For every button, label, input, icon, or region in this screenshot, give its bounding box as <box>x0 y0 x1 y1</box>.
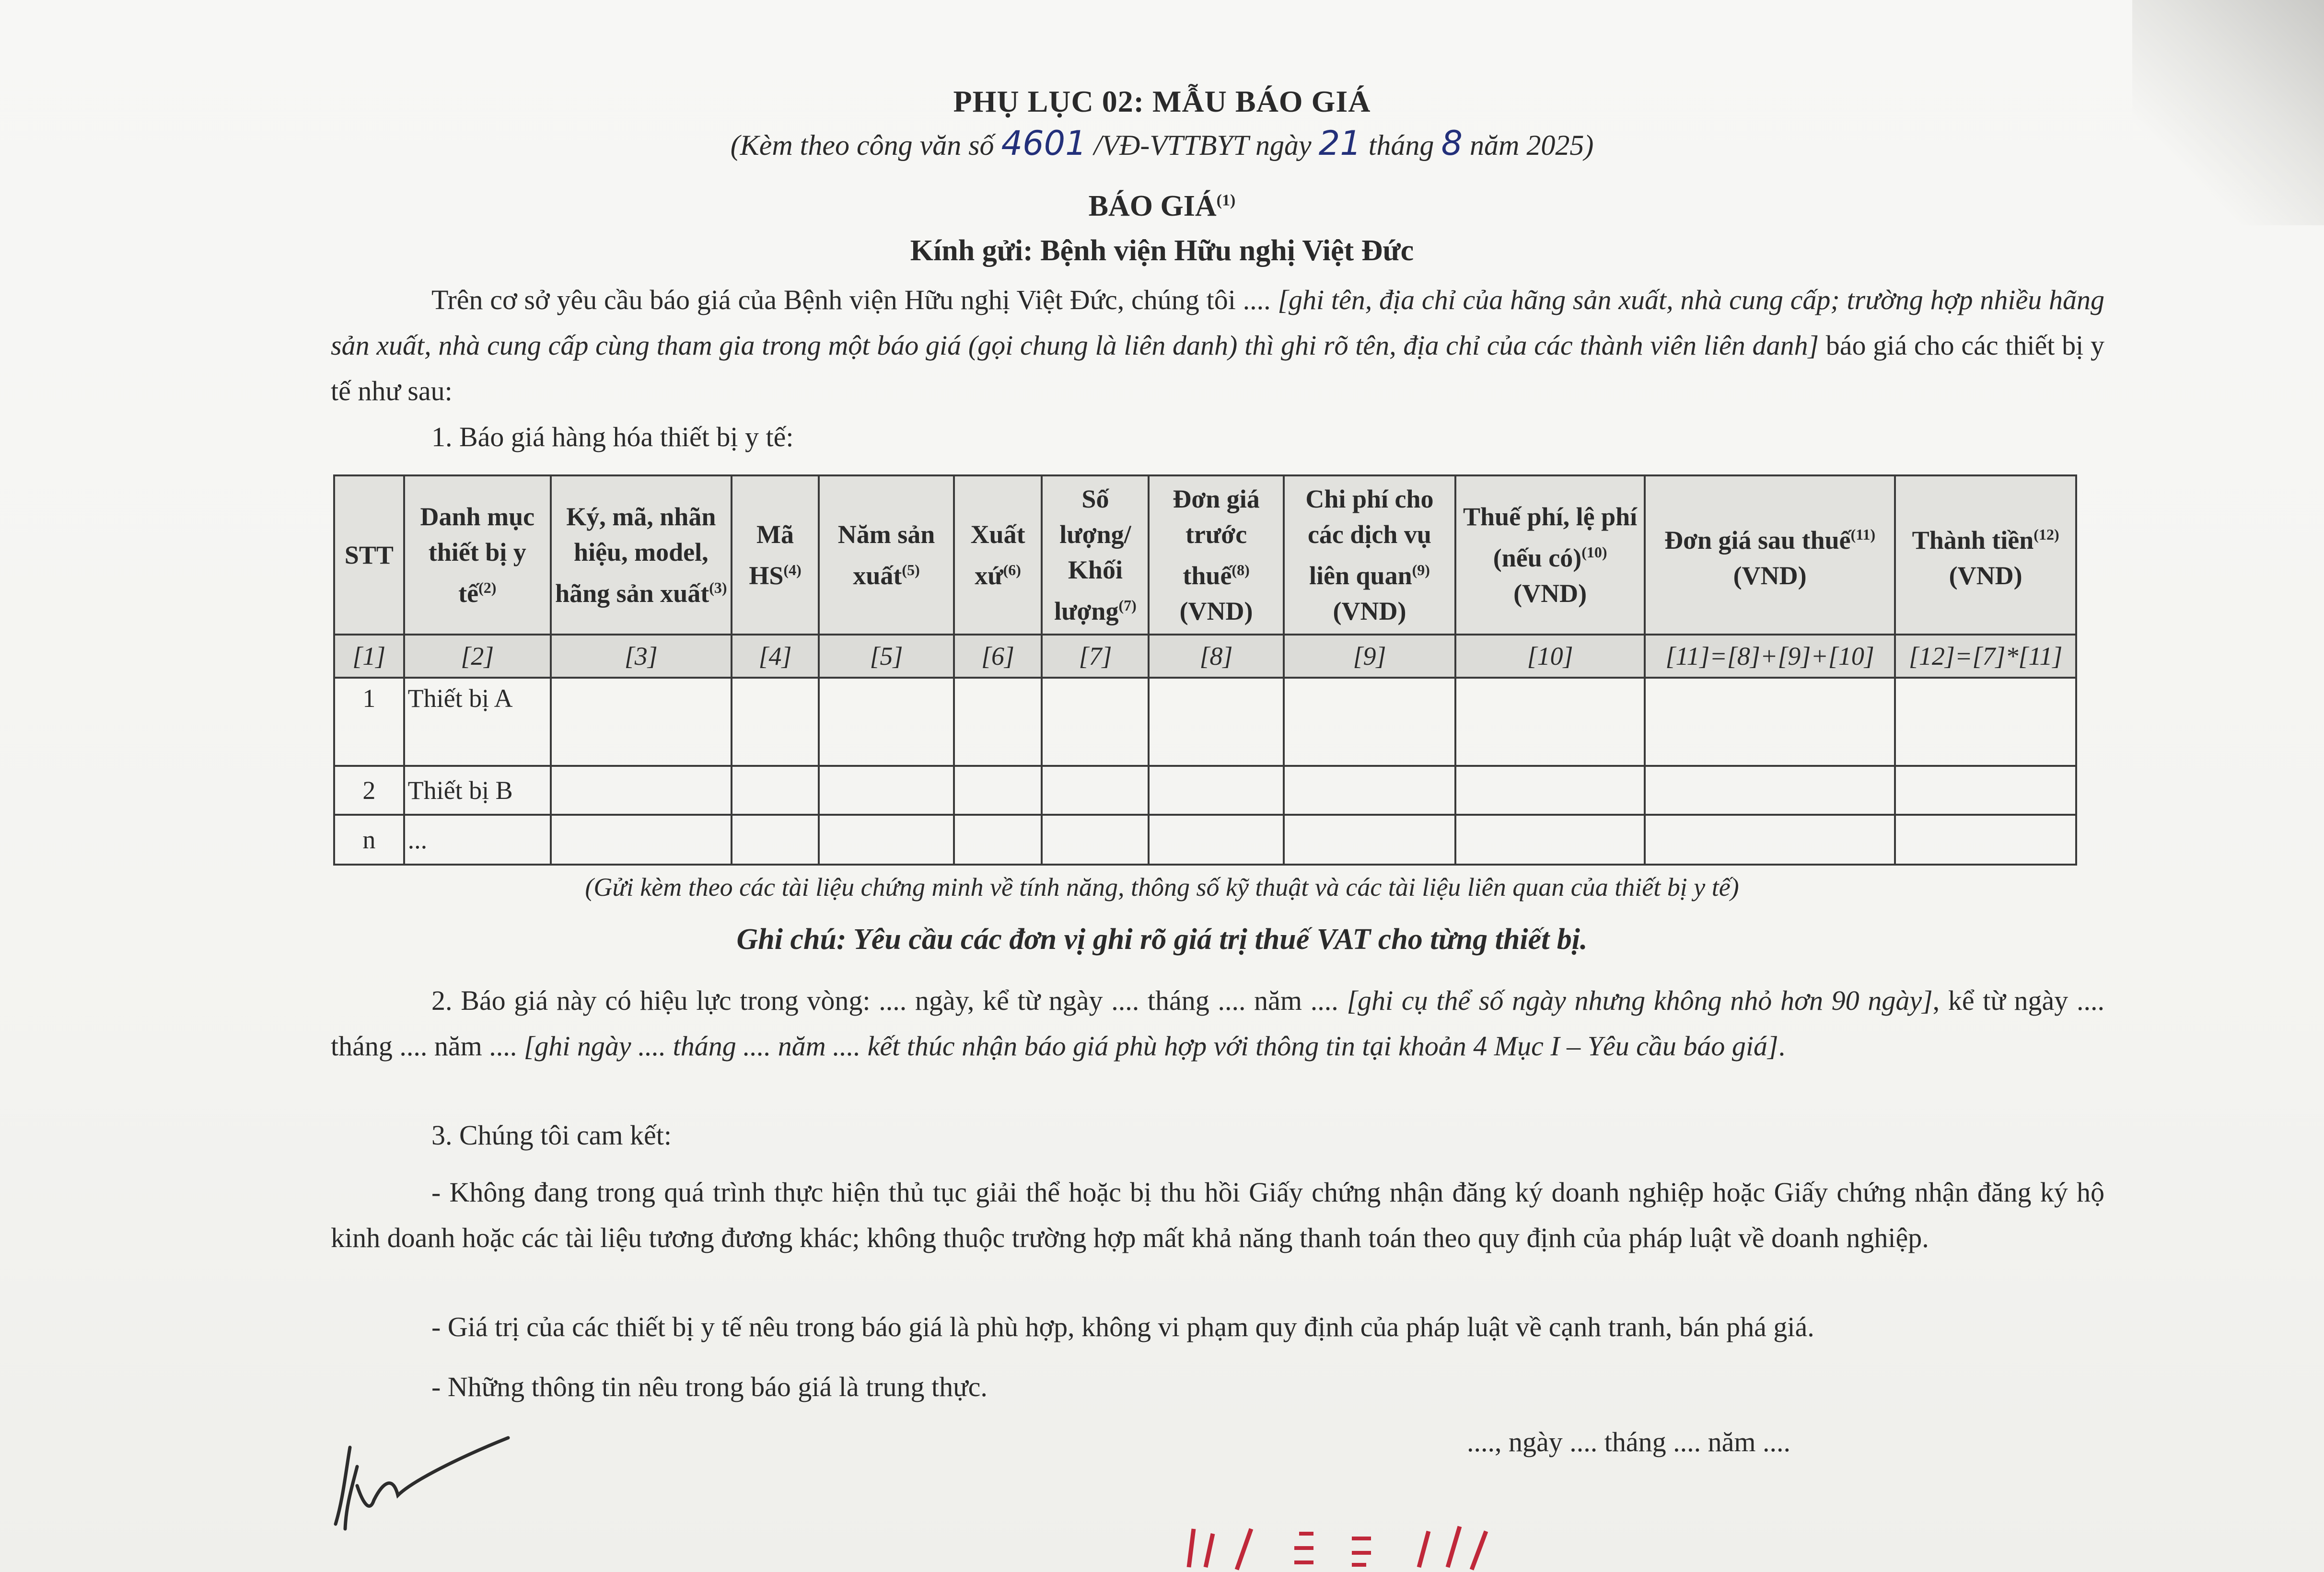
col-header-label: Xuất xứ <box>970 520 1025 590</box>
empty-cell <box>732 678 819 766</box>
quote-title-footnote: (1) <box>1216 191 1236 209</box>
table-row <box>334 766 2076 815</box>
col-header-footnote: (7) <box>1118 597 1137 614</box>
quote-title <box>0 189 2324 223</box>
handwritten-doc-number: 4601 <box>1001 124 1087 163</box>
col-header-year <box>819 475 953 635</box>
col-header-price-before-tax <box>1149 475 1283 635</box>
empty-cell <box>819 766 953 815</box>
intro-instruction: [ghi tên, địa chỉ của hãng sản xuất, nhà cung cấp; trường hợp nhiều hãng sản xuất, nhà cung cấp cùng tham gia trong một báo giá (gọi chung là liên danh) thì ghi rõ tên, địa chỉ của các thành viên liên danh] <box>331 284 2104 361</box>
col-header-fees <box>1455 475 1645 635</box>
commitment-item-3: - Những thông tin nêu trong báo giá là trung thực. <box>431 1371 988 1402</box>
col-header-footnote: (6) <box>1003 561 1021 578</box>
empty-cell <box>1455 815 1645 865</box>
col-header-origin <box>954 475 1042 635</box>
table-index-row <box>334 635 2076 678</box>
col-header-service-cost <box>1284 475 1456 635</box>
empty-cell <box>1042 678 1149 766</box>
col-header-unit: (VND) <box>1333 597 1406 625</box>
col-header-label: Ký, mã, nhãn hiệu, model, hãng sản xuất <box>555 502 716 608</box>
col-header-label: Số lượng/ Khối lượng <box>1054 485 1131 625</box>
col-header-label: Thuế phí, lệ phí (nếu có) <box>1463 502 1638 572</box>
empty-cell <box>1645 766 1895 815</box>
empty-cell <box>1042 766 1149 815</box>
col-header-footnote: (10) <box>1581 543 1607 561</box>
col-header-label: STT <box>344 541 394 569</box>
empty-cell <box>551 815 732 865</box>
col-header-total <box>1895 475 2076 635</box>
col-header-hs-code <box>732 475 819 635</box>
index-cell: [3] <box>551 635 732 678</box>
col-header-footnote: (5) <box>902 561 920 578</box>
index-cell: [11]=[8]+[9]+[10] <box>1645 635 1895 678</box>
empty-cell <box>551 678 732 766</box>
handwritten-month: 8 <box>1441 124 1463 163</box>
commitment-item-2: - Giá trị của các thiết bị y tế nêu trong báo giá là phù hợp, không vi phạm quy định của pháp luật về cạnh tranh, bán phá giá. <box>431 1311 1814 1342</box>
col-header-label: Đơn giá trước thuế <box>1173 485 1260 590</box>
index-cell: [10] <box>1455 635 1645 678</box>
col-header-quantity <box>1042 475 1149 635</box>
section-2-instruction-2: [ghi ngày .... tháng .... năm .... kết thúc nhận báo giá phù hợp với thông tin tại khoản 4 Mục I – Yêu cầu báo giá] <box>523 1030 1778 1062</box>
section-2-paragraph <box>331 978 2104 1069</box>
stt-cell: 2 <box>334 766 404 815</box>
empty-cell <box>1284 678 1456 766</box>
table-row <box>334 678 2076 766</box>
intro-text: Trên cơ sở yêu cầu báo giá của Bệnh viện Hữu nghị Việt Đức, chúng tôi .... <box>431 284 1278 315</box>
empty-cell <box>1455 766 1645 815</box>
subtitle-text-4: năm 2025) <box>1469 129 1594 161</box>
empty-cell <box>819 815 953 865</box>
subtitle-text-1: (Kèm theo công văn số <box>730 129 994 161</box>
empty-cell <box>1895 766 2076 815</box>
empty-cell <box>1149 766 1283 815</box>
index-cell: [4] <box>732 635 819 678</box>
col-header-label: Thành tiền <box>1912 526 2034 555</box>
signature-mark <box>316 1428 518 1538</box>
empty-cell <box>1284 815 1456 865</box>
col-header-label: Năm sản xuất <box>837 520 935 590</box>
empty-cell <box>1895 678 2076 766</box>
col-header-label: Mã HS <box>749 520 794 590</box>
subtitle-text-2: /VĐ-VTTBYT ngày <box>1093 129 1312 161</box>
index-cell: [6] <box>954 635 1042 678</box>
handwritten-day: 21 <box>1318 124 1361 163</box>
col-header-label: Đơn giá sau thuế <box>1664 526 1851 555</box>
col-header-unit: (VND) <box>1949 561 2022 590</box>
appendix-title: PHỤ LỤC 02: MẪU BÁO GIÁ <box>953 84 1371 118</box>
empty-cell <box>954 815 1042 865</box>
index-cell: [5] <box>819 635 953 678</box>
empty-cell <box>1149 815 1283 865</box>
col-header-label: Danh mục thiết bị y tế <box>420 502 535 608</box>
col-header-unit: (VND) <box>1179 597 1253 625</box>
vat-note: Ghi chú: Yêu cầu các đơn vị ghi rõ giá trị thuế VAT cho từng thiết bị. <box>736 923 1588 956</box>
index-cell: [12]=[7]*[11] <box>1895 635 2076 678</box>
col-header-footnote: (9) <box>1412 561 1430 578</box>
table-row <box>334 815 2076 865</box>
section-2-end: . <box>1778 1030 1786 1062</box>
col-header-footnote: (12) <box>2034 526 2059 543</box>
col-header-device <box>404 475 551 635</box>
col-header-stt <box>334 475 404 635</box>
empty-cell <box>1645 678 1895 766</box>
commitment-item-1: - Không đang trong quá trình thực hiện thủ tục giải thể hoặc bị thu hồi Giấy chứng nhận đăng ký doanh nghiệp hoặc Giấy chứng nhận đăng ký hộ kinh doanh hoặc các tài liệu tương đương khác; không thuộc trường hợp mất khả năng thanh toán theo quy định của pháp luật về doanh nghiệp. <box>331 1177 2104 1253</box>
col-header-footnote: (3) <box>709 579 727 596</box>
col-header-unit: (VND) <box>1513 579 1587 608</box>
empty-cell <box>551 766 732 815</box>
col-header-footnote: (2) <box>478 579 497 596</box>
intro-paragraph <box>331 277 2104 414</box>
col-header-model <box>551 475 732 635</box>
stt-cell: n <box>334 815 404 865</box>
device-name-cell: Thiết bị B <box>404 766 551 815</box>
col-header-footnote: (4) <box>783 561 802 578</box>
device-name-cell: Thiết bị A <box>404 678 551 766</box>
stt-cell: 1 <box>334 678 404 766</box>
col-header-footnote: (8) <box>1232 561 1250 578</box>
section-3-heading: 3. Chúng tôi cam kết: <box>431 1120 672 1151</box>
col-header-label: Chi phí cho các dịch vụ liên quan <box>1305 485 1434 590</box>
col-header-unit: (VND) <box>1733 561 1807 590</box>
empty-cell <box>954 678 1042 766</box>
quote-table <box>333 474 2077 866</box>
col-header-footnote: (11) <box>1850 526 1876 543</box>
empty-cell <box>732 766 819 815</box>
quote-title-text: BÁO GIÁ <box>1088 190 1217 222</box>
section-2-text: 2. Báo giá này có hiệu lực trong vòng: .... ngày, kể từ ngày .... tháng .... năm .... <box>431 985 1347 1016</box>
col-header-price-after-tax <box>1645 475 1895 635</box>
empty-cell <box>1042 815 1149 865</box>
recipient-line: Kính gửi: Bệnh viện Hữu nghị Việt Đức <box>910 234 1414 267</box>
empty-cell <box>954 766 1042 815</box>
section-2-text-2: , kể từ ngày .... tháng .... năm .... <box>331 985 2104 1062</box>
appendix-subtitle <box>0 124 2324 163</box>
device-name-cell: ... <box>404 815 551 865</box>
index-cell: [8] <box>1149 635 1283 678</box>
section-1-heading: 1. Báo giá hàng hóa thiết bị y tế: <box>431 421 794 452</box>
empty-cell <box>1149 678 1283 766</box>
empty-cell <box>1284 766 1456 815</box>
date-line: ...., ngày .... tháng .... năm .... <box>1467 1426 1790 1457</box>
table-header-row <box>334 475 2076 635</box>
empty-cell <box>1895 815 2076 865</box>
empty-cell <box>819 678 953 766</box>
section-2-instruction-1: [ghi cụ thể số ngày nhưng không nhỏ hơn 90 ngày] <box>1347 985 1933 1016</box>
index-cell: [7] <box>1042 635 1149 678</box>
index-cell: [1] <box>334 635 404 678</box>
index-cell: [9] <box>1284 635 1456 678</box>
empty-cell <box>732 815 819 865</box>
table-caption: (Gửi kèm theo các tài liệu chứng minh về tính năng, thông số kỹ thuật và các tài liệu liên quan của thiết bị y tế) <box>585 873 1739 902</box>
index-cell: [2] <box>404 635 551 678</box>
empty-cell <box>1645 815 1895 865</box>
stamp-fragment <box>1179 1519 1505 1572</box>
subtitle-text-3: tháng <box>1368 129 1434 161</box>
intro-end: báo giá cho các thiết bị y tế như sau: <box>331 330 2104 406</box>
empty-cell <box>1455 678 1645 766</box>
